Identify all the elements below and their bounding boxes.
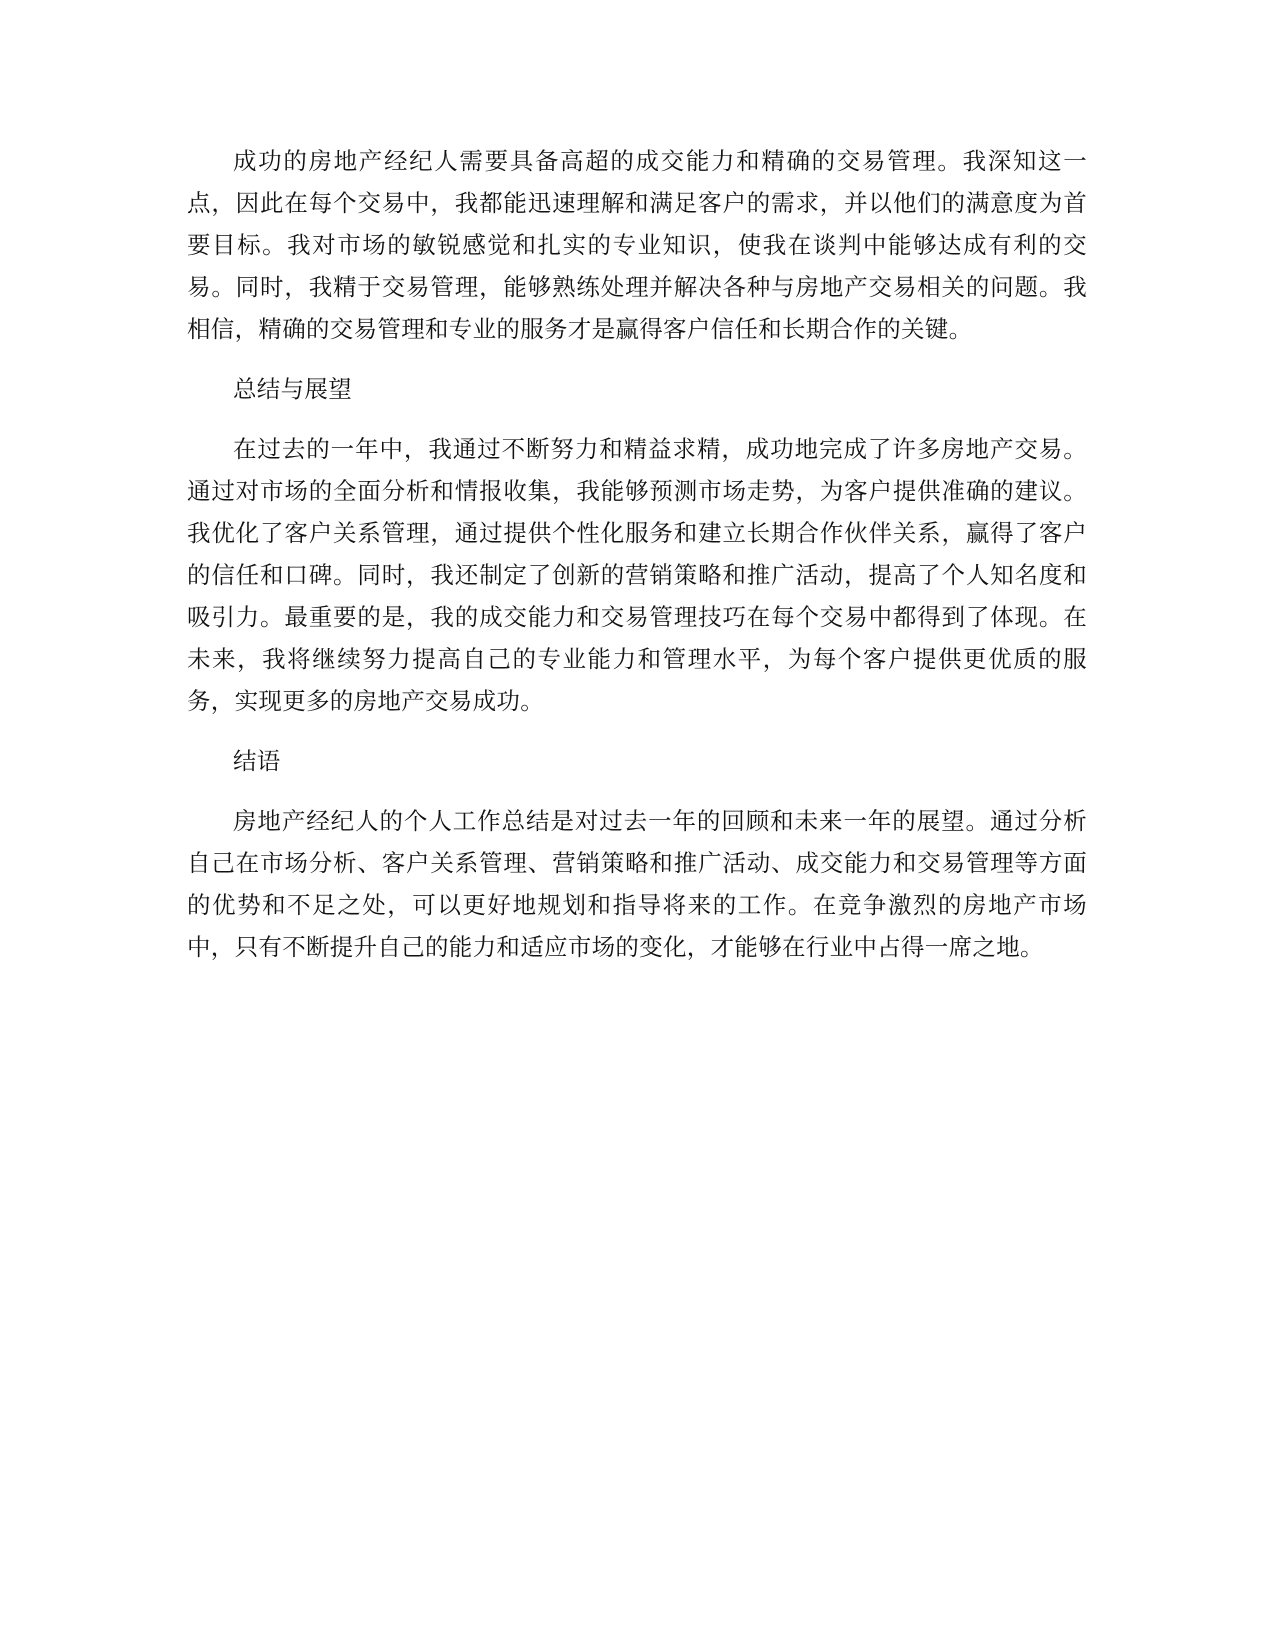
- body-paragraph-deal-management: 成功的房地产经纪人需要具备高超的成交能力和精确的交易管理。我深知这一点，因此在每个交易中，我都能迅速理解和满足客户的需求，并以他们的满意度为首要目标。我对市场的敏锐感觉和扎实的专业知识，使我在谈判中能够达成有利的交易。同时，我精于交易管理，能够熟练处理并解决各种与房地产交易相关的问题。我相信，精确的交易管理和专业的服务才是赢得客户信任和长期合作的关键。: [187, 147, 1087, 343]
- section-heading-summary: 总结与展望: [233, 375, 352, 403]
- section-heading-conclusion: 结语: [233, 747, 281, 775]
- body-paragraph-conclusion: 房地产经纪人的个人工作总结是对过去一年的回顾和未来一年的展望。通过分析自己在市场分析、客户关系管理、营销策略和推广活动、成交能力和交易管理等方面的优势和不足之处，可以更好地规划和指导将来的工作。在竞争激烈的房地产市场中，只有不断提升自己的能力和适应市场的变化，才能够在行业中占得一席之地。: [187, 807, 1087, 961]
- document-body: [187, 140, 1087, 986]
- body-paragraph-summary: 在过去的一年中，我通过不断努力和精益求精，成功地完成了许多房地产交易。通过对市场的全面分析和情报收集，我能够预测市场走势，为客户提供准确的建议。我优化了客户关系管理，通过提供个性化服务和建立长期合作伙伴关系，赢得了客户的信任和口碑。同时，我还制定了创新的营销策略和推广活动，提高了个人知名度和吸引力。最重要的是，我的成交能力和交易管理技巧在每个交易中都得到了体现。在未来，我将继续努力提高自己的专业能力和管理水平，为每个客户提供更优质的服务，实现更多的房地产交易成功。: [187, 435, 1087, 715]
